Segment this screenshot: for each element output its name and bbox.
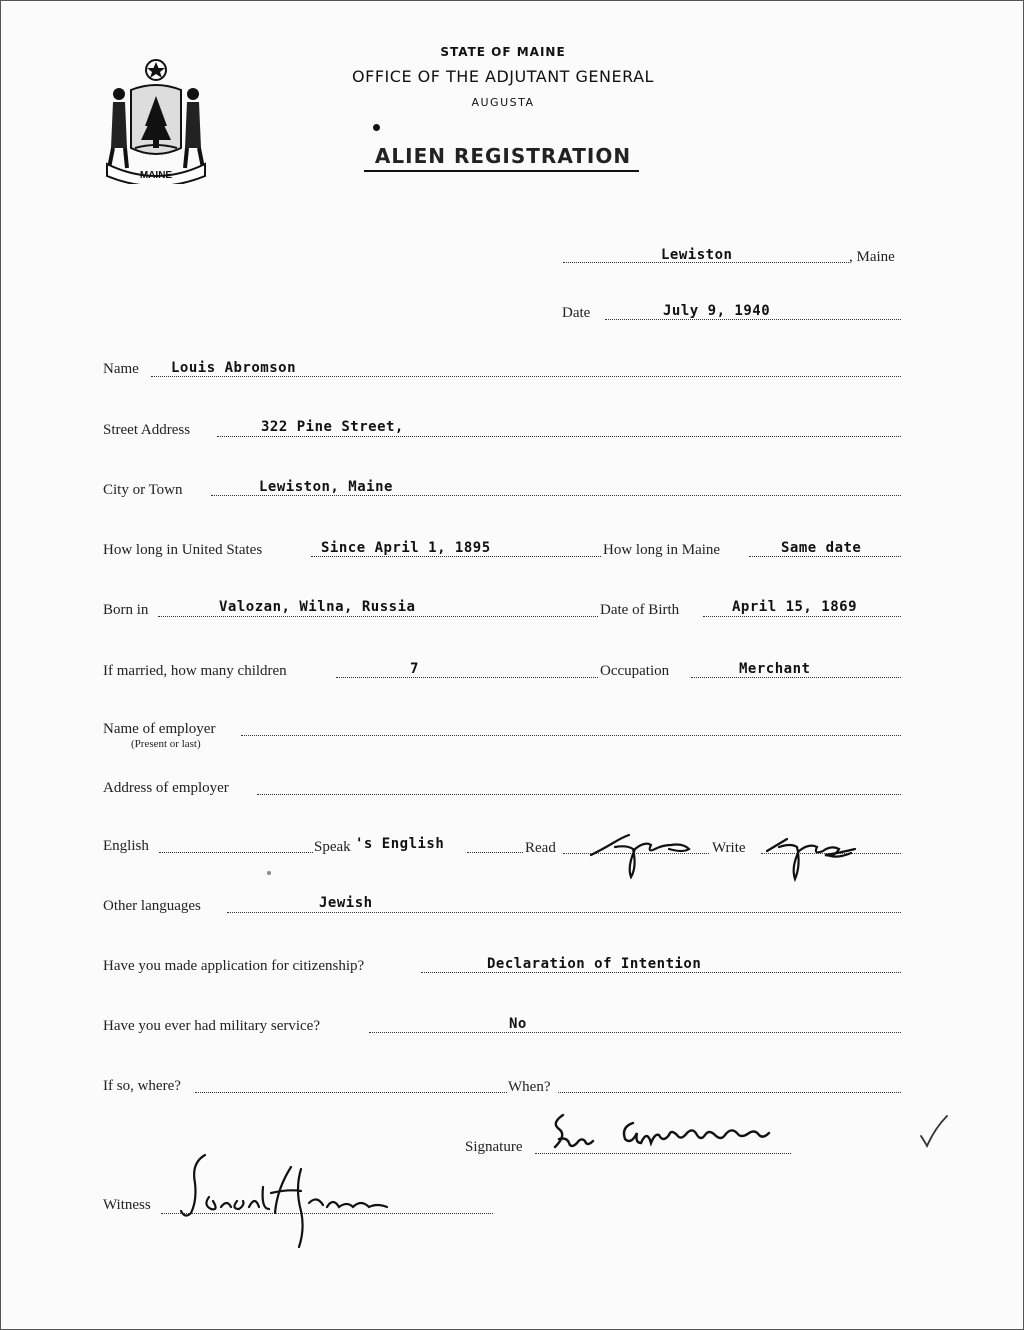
us-duration-label: How long in United States (103, 542, 263, 558)
check-mark-icon (919, 1114, 949, 1148)
name-value: Louis Abromson (171, 360, 297, 376)
name-line (151, 376, 901, 377)
employer-sublabel: (Present or last) (131, 738, 201, 750)
maine-duration-label: How long in Maine (603, 542, 721, 558)
children-line (336, 677, 598, 678)
date-value: July 9, 1940 (663, 303, 771, 319)
military-label: Have you ever had military service? (103, 1018, 320, 1034)
employer-line (241, 735, 901, 736)
applicant-signature (545, 1109, 775, 1159)
stray-mark (267, 871, 271, 875)
birthplace-value: Valozan, Wilna, Russia (219, 599, 416, 615)
maine-duration-line (749, 556, 901, 557)
other-languages-value: Jewish (319, 895, 373, 911)
citizenship-label: Have you made application for citizenship? (103, 958, 365, 974)
seal-text: MAINE (139, 170, 173, 181)
place-value: Lewiston (661, 247, 733, 263)
city-line (211, 495, 901, 496)
military-value: No (509, 1016, 527, 1032)
city-heading: AUGUSTA (471, 96, 535, 109)
svg-text:Yes: Yes (815, 861, 817, 862)
read-yes-handwriting (589, 827, 699, 879)
where-line (195, 1092, 507, 1093)
office-heading: OFFICE OF THE ADJUTANT GENERAL (352, 67, 654, 86)
title-underline (364, 170, 639, 172)
citizenship-value: Declaration of Intention (487, 956, 702, 972)
city-value: Lewiston, Maine (259, 479, 393, 495)
us-duration-line (311, 556, 601, 557)
dob-label: Date of Birth (600, 602, 680, 618)
signature-label: Signature (465, 1139, 523, 1155)
date-label: Date (562, 305, 591, 321)
street-label: Street Address (103, 422, 191, 438)
when-line (558, 1092, 901, 1093)
witness-label: Witness (103, 1197, 151, 1213)
city-label: City or Town (103, 482, 183, 498)
state-heading: STATE OF MAINE (440, 45, 566, 59)
speak-label: Speak (314, 839, 351, 855)
speak-value: 's English (355, 836, 445, 852)
bullet-mark (373, 124, 380, 131)
speak-line (467, 852, 523, 853)
svg-text:Yes: Yes (644, 857, 646, 858)
english-line (159, 852, 313, 853)
date-line (605, 319, 901, 320)
street-value: 322 Pine Street, (261, 419, 404, 435)
other-languages-line (227, 912, 901, 913)
maine-duration-value: Same date (781, 540, 862, 556)
occupation-value: Merchant (739, 661, 811, 677)
name-label: Name (103, 361, 139, 377)
svg-text:Israel Alperin: Israel Alperin (276, 1199, 282, 1200)
employer-address-line (257, 794, 901, 795)
svg-text:Louis Abromson: Louis Abromson (660, 1139, 667, 1140)
children-value: 7 (410, 661, 419, 677)
children-label: If married, how many children (103, 663, 287, 679)
military-line (369, 1032, 901, 1033)
us-duration-value: Since April 1, 1895 (321, 540, 491, 556)
dob-line (703, 616, 901, 617)
when-label: When? (508, 1079, 551, 1095)
write-label: Write (712, 840, 746, 856)
citizenship-line (421, 972, 901, 973)
witness-signature (151, 1149, 401, 1249)
birthplace-label: Born in (103, 602, 149, 618)
employer-address-label: Address of employer (103, 780, 229, 796)
read-label: Read (525, 840, 556, 856)
write-yes-handwriting (765, 831, 865, 883)
place-suffix: , Maine (849, 249, 895, 265)
where-label: If so, where? (103, 1078, 181, 1094)
occupation-line (691, 677, 901, 678)
other-languages-label: Other languages (103, 898, 201, 914)
employer-label: Name of employer (103, 721, 216, 737)
street-line (217, 436, 901, 437)
birthplace-line (158, 616, 598, 617)
occupation-label: Occupation (600, 663, 670, 679)
dob-value: April 15, 1869 (732, 599, 858, 615)
form-title: ALIEN REGISTRATION (374, 144, 632, 168)
english-label: English (103, 838, 149, 854)
